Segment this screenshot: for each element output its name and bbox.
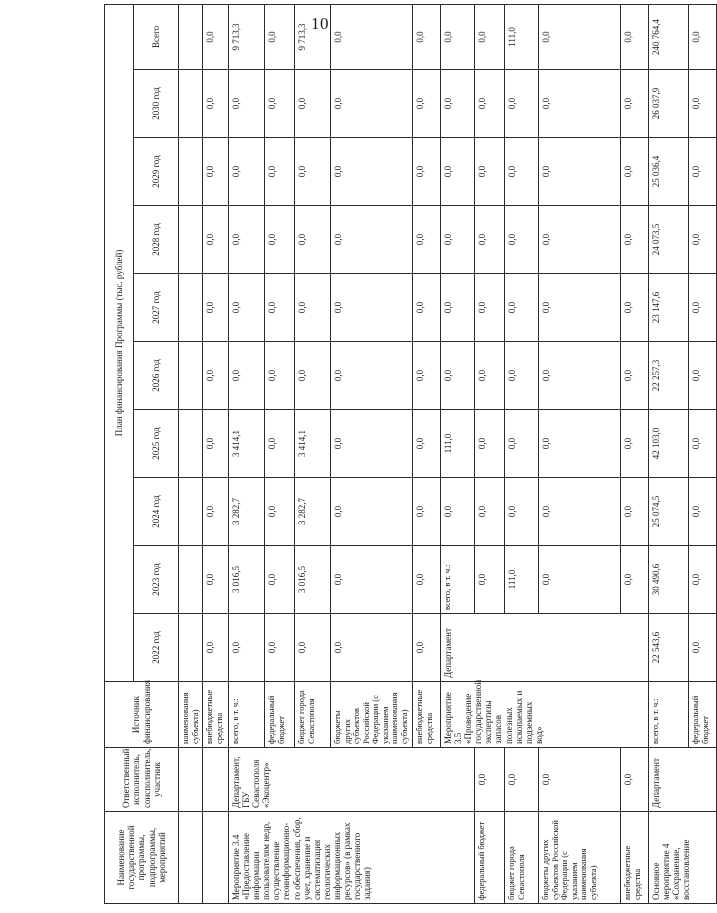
cell-value: 30 490,6 — [649, 546, 689, 614]
header-year: 2022 год — [134, 614, 179, 682]
cell-value: 0,0 — [295, 138, 331, 206]
header-year: 2029 год — [134, 138, 179, 206]
cell-value: 0,0 — [475, 546, 505, 614]
cell-value — [179, 206, 203, 274]
cell-value: 0,0 — [689, 274, 717, 342]
cell-value: 0,0 — [621, 410, 649, 478]
cell-value: 0,0 — [441, 342, 475, 410]
cell-value: 0,0 — [621, 478, 649, 546]
table-row — [649, 4, 689, 903]
cell-value: 0,0 — [505, 748, 539, 812]
cell-value: 0,0 — [539, 206, 621, 274]
cell-value: 42 103,0 — [649, 410, 689, 478]
cell-value: 3 414,1 — [295, 410, 331, 478]
cell-value: 0,0 — [203, 138, 229, 206]
cell-value: 0,0 — [229, 138, 265, 206]
cell-value: 0,0 — [689, 342, 717, 410]
cell-program-name — [179, 812, 203, 904]
cell-source: бюджет города Севастополя — [295, 682, 331, 748]
cell-value: 0,0 — [413, 70, 441, 138]
cell-value: 0,0 — [621, 748, 649, 812]
cell-value: 0,0 — [203, 206, 229, 274]
cell-value: 0,0 — [265, 206, 295, 274]
table-row — [203, 4, 229, 903]
cell-total: 0,0 — [413, 4, 441, 69]
cell-value: 0,0 — [265, 410, 295, 478]
header-total: Всего — [134, 4, 179, 69]
header-program-name: Наименование государственной программы, подпрограммы, мероприятий — [105, 812, 179, 904]
table-row — [475, 4, 505, 903]
financing-plan-table — [104, 4, 717, 904]
cell-value: 0,0 — [621, 138, 649, 206]
cell-value: 0,0 — [539, 342, 621, 410]
cell-value: 0,0 — [413, 546, 441, 614]
cell-value: 0,0 — [295, 206, 331, 274]
cell-responsible: Департамент — [441, 614, 649, 682]
cell-value: 3 282,7 — [229, 478, 265, 546]
cell-value: 0,0 — [475, 410, 505, 478]
cell-value: 0,0 — [475, 748, 505, 812]
cell-value: 0,0 — [295, 614, 331, 682]
cell-value: 0,0 — [505, 206, 539, 274]
header-year: 2023 год — [134, 546, 179, 614]
cell-value: 0,0 — [539, 70, 621, 138]
cell-value: 0,0 — [505, 138, 539, 206]
cell-value: 25 074,5 — [649, 478, 689, 546]
cell-source: бюджеты других субъектов Российской Федерации (с указанием наименования субъекта) — [331, 682, 413, 748]
cell-total: 240 764,4 — [649, 4, 689, 69]
cell-value — [179, 70, 203, 138]
cell-value: 0,0 — [203, 274, 229, 342]
cell-value: 0,0 — [229, 342, 265, 410]
cell-value: 0,0 — [539, 410, 621, 478]
cell-value: 0,0 — [475, 274, 505, 342]
cell-value: 0,0 — [621, 206, 649, 274]
header-year: 2024 год — [134, 478, 179, 546]
cell-value: 0,0 — [689, 138, 717, 206]
cell-source: бюджет города Севастополя — [505, 812, 539, 904]
table-row — [621, 4, 649, 903]
cell-responsible — [203, 748, 229, 812]
cell-value: 0,0 — [441, 70, 475, 138]
cell-total: 0,0 — [203, 4, 229, 69]
cell-total: 0,0 — [265, 4, 295, 69]
cell-value: 0,0 — [539, 274, 621, 342]
cell-value: 0,0 — [229, 274, 265, 342]
cell-value: 0,0 — [203, 342, 229, 410]
header-year: 2027 год — [134, 274, 179, 342]
cell-value: 0,0 — [331, 546, 413, 614]
cell-value: 0,0 — [413, 206, 441, 274]
cell-value — [179, 274, 203, 342]
cell-value: 0,0 — [441, 206, 475, 274]
cell-value: 0,0 — [331, 138, 413, 206]
cell-source: внебюджетные средства — [203, 682, 229, 748]
cell-value: 0,0 — [621, 70, 649, 138]
cell-value: 0,0 — [539, 138, 621, 206]
cell-value: 0,0 — [441, 478, 475, 546]
cell-total: 111,0 — [505, 4, 539, 69]
cell-value: 0,0 — [413, 614, 441, 682]
cell-value: 0,0 — [265, 274, 295, 342]
cell-value: 0,0 — [689, 410, 717, 478]
cell-value: 0,0 — [441, 274, 475, 342]
cell-total: 0,0 — [475, 4, 505, 69]
cell-value: 0,0 — [203, 478, 229, 546]
header-plan-title: План финансирования Программы (тыс. рублей) — [105, 4, 134, 681]
cell-value: 0,0 — [295, 342, 331, 410]
cell-value: 0,0 — [265, 70, 295, 138]
cell-value: 0,0 — [203, 70, 229, 138]
cell-value: 0,0 — [413, 274, 441, 342]
cell-program-name — [203, 812, 229, 904]
cell-value — [179, 614, 203, 682]
cell-responsible: Департамент — [649, 748, 717, 812]
header-year: 2025 год — [134, 410, 179, 478]
cell-value: 0,0 — [265, 138, 295, 206]
cell-program-name: Основное мероприятие 4 «Сохранение, восстановление — [649, 812, 717, 904]
cell-value: 0,0 — [203, 614, 229, 682]
cell-value: 0,0 — [689, 614, 717, 682]
cell-value: 0,0 — [229, 206, 265, 274]
cell-value: 3 016,5 — [295, 546, 331, 614]
cell-value: 0,0 — [475, 478, 505, 546]
cell-total: 9 713,3 — [295, 4, 331, 69]
cell-value: 0,0 — [229, 614, 265, 682]
cell-value — [179, 138, 203, 206]
cell-value: 0,0 — [689, 206, 717, 274]
cell-value — [179, 342, 203, 410]
cell-value — [179, 410, 203, 478]
cell-value: 0,0 — [505, 342, 539, 410]
cell-total — [179, 4, 203, 69]
cell-source: внебюджетные средства — [413, 682, 441, 748]
cell-total: 0,0 — [689, 4, 717, 69]
table-row — [229, 4, 265, 903]
cell-value: 0,0 — [331, 70, 413, 138]
cell-value: 0,0 — [689, 70, 717, 138]
cell-value: 0,0 — [265, 478, 295, 546]
cell-value: 0,0 — [441, 4, 475, 69]
cell-value: 3 282,7 — [295, 478, 331, 546]
cell-value: 0,0 — [539, 546, 621, 614]
cell-program-name: Мероприятие 3.4 «Предоставление информации пользователям недр, осуществление геоинформационно-го обеспечения, сбор, учет, хранение и систематизация геологических информационных ресурсов» (в рамках государственного задания) — [229, 812, 475, 904]
cell-value: 23 147,6 — [649, 274, 689, 342]
cell-value: 0,0 — [331, 410, 413, 478]
cell-value: 26 037,9 — [649, 70, 689, 138]
cell-value: 0,0 — [331, 206, 413, 274]
cell-value: 111,0 — [441, 410, 475, 478]
cell-value: 0,0 — [475, 342, 505, 410]
cell-program-name: Мероприятие 3.5 «Проведение государственной экспертизы запасов полезных ископаемых и подземных вод» — [441, 682, 649, 748]
cell-value: 25 036,4 — [649, 138, 689, 206]
cell-source: наименования субъекта) — [179, 682, 203, 748]
cell-source: всего, в т. ч.: — [229, 682, 265, 748]
cell-value: 0,0 — [265, 546, 295, 614]
cell-value: 0,0 — [621, 274, 649, 342]
cell-value: 0,0 — [621, 342, 649, 410]
cell-value: 0,0 — [265, 614, 295, 682]
cell-value: 0,0 — [265, 342, 295, 410]
cell-value: 0,0 — [475, 138, 505, 206]
cell-source: всего, в т. ч.: — [441, 546, 475, 614]
cell-value: 0,0 — [621, 546, 649, 614]
cell-value: 0,0 — [475, 206, 505, 274]
cell-value: 0,0 — [475, 70, 505, 138]
cell-total: 0,0 — [539, 4, 621, 69]
cell-value: 0,0 — [505, 274, 539, 342]
cell-value: 0,0 — [441, 138, 475, 206]
cell-value: 24 073,5 — [649, 206, 689, 274]
table-row — [179, 4, 203, 903]
cell-source: всего, в т. ч.: — [649, 682, 689, 748]
cell-source: бюджеты других субъектов Российской Федерации (с указанием наименования субъекта) — [539, 812, 621, 904]
cell-value: 0,0 — [229, 70, 265, 138]
cell-value: 0,0 — [413, 342, 441, 410]
cell-value: 0,0 — [331, 274, 413, 342]
cell-value: 0,0 — [203, 410, 229, 478]
cell-value — [179, 546, 203, 614]
cell-value: 3 016,5 — [229, 546, 265, 614]
cell-value: 0,0 — [689, 478, 717, 546]
cell-value: 0,0 — [505, 410, 539, 478]
cell-value: 0,0 — [413, 410, 441, 478]
cell-value: 111,0 — [505, 546, 539, 614]
cell-source: федеральный бюджет — [265, 682, 295, 748]
cell-total: 0,0 — [331, 4, 413, 69]
page-number: 10 — [311, 14, 329, 33]
cell-value: 0,0 — [203, 546, 229, 614]
cell-responsible — [179, 748, 203, 812]
header-responsible: Ответственный исполнитель, соисполнитель, участник — [105, 748, 179, 812]
cell-value: 22 543,6 — [649, 614, 689, 682]
cell-total: 9 713,3 — [229, 4, 265, 69]
table-row — [539, 4, 621, 903]
cell-value: 0,0 — [295, 70, 331, 138]
table-row — [505, 4, 539, 903]
cell-value: 0,0 — [295, 274, 331, 342]
rotated-table-wrapper — [104, 18, 710, 904]
cell-value — [179, 478, 203, 546]
cell-value: 0,0 — [331, 614, 413, 682]
header-year: 2026 год — [134, 342, 179, 410]
cell-responsible: Департамент, ГБУ Севастополя «Экоцентр» — [229, 748, 475, 812]
cell-value: 22 257,3 — [649, 342, 689, 410]
header-source: Источник финансирования — [105, 682, 179, 748]
cell-source: федеральный бюджет — [475, 812, 505, 904]
cell-value: 0,0 — [505, 478, 539, 546]
header-year: 2030 год — [134, 70, 179, 138]
cell-value: 0,0 — [413, 478, 441, 546]
cell-value: 0,0 — [689, 546, 717, 614]
cell-total: 0,0 — [621, 4, 649, 69]
cell-value: 0,0 — [331, 342, 413, 410]
cell-value: 3 414,1 — [229, 410, 265, 478]
cell-value: 0,0 — [505, 70, 539, 138]
cell-source: федеральный бюджет — [689, 682, 717, 748]
cell-value: 0,0 — [413, 138, 441, 206]
cell-value: 0,0 — [539, 748, 621, 812]
table-body — [179, 4, 717, 903]
cell-value: 0,0 — [331, 478, 413, 546]
header-year: 2028 год — [134, 206, 179, 274]
cell-source: внебюджетные средства — [621, 812, 649, 904]
cell-value: 0,0 — [539, 478, 621, 546]
